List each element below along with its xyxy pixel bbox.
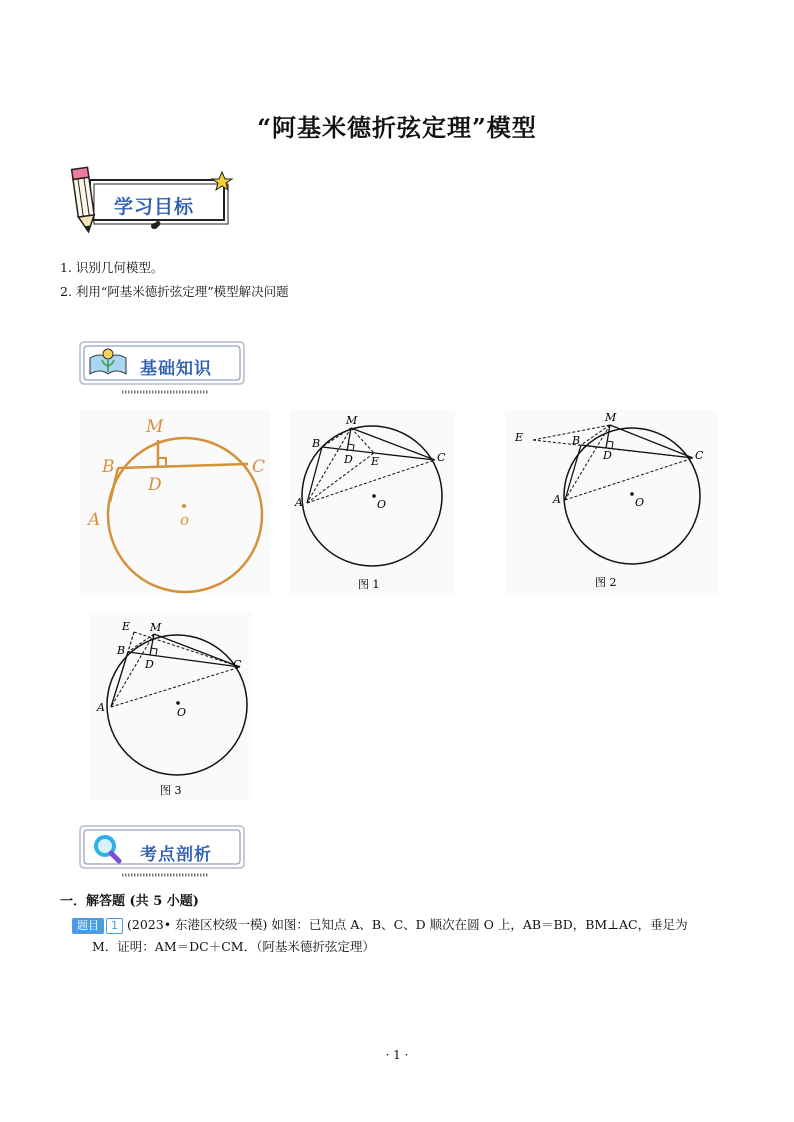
- fig1-label-m: M: [346, 414, 358, 427]
- fig3-label-e: E: [122, 620, 131, 633]
- sketch-label-a: A: [88, 510, 101, 530]
- figure-1: [290, 410, 455, 595]
- fig2-caption: 图 2: [595, 576, 617, 589]
- sketch-label-d: D: [148, 475, 162, 495]
- fig2-label-c: C: [695, 449, 704, 462]
- fig1-label-b: B: [312, 437, 321, 450]
- fig1-label-e: E: [371, 455, 380, 468]
- fig2-label-e: E: [515, 431, 524, 444]
- sketch-label-o: o: [180, 511, 190, 529]
- question-1-line-2: M．证明：AM＝DC＋CM．（阿基米德折弦定理）: [92, 939, 375, 954]
- question-1: [72, 914, 732, 958]
- fig3-label-c: C: [233, 658, 242, 671]
- fig3-label-o: O: [177, 706, 187, 719]
- question-1-line-1: (2023• 东港区校级一模) 如图：已知点 A、B、C、D 顺次在圆 O 上，AB＝BD，BM⊥AC，垂足为: [127, 917, 688, 932]
- fig1-caption: 图 1: [358, 578, 380, 591]
- sketch-label-m: M: [146, 417, 164, 437]
- question-badge: 题目: [72, 918, 104, 934]
- fig3-label-b: B: [117, 644, 126, 657]
- fig2-label-d: D: [603, 449, 612, 462]
- fig3-label-d: D: [145, 658, 154, 671]
- question-number: 1: [106, 918, 123, 934]
- analysis-label: 考点剖析: [140, 845, 212, 865]
- goals-banner: [60, 160, 250, 235]
- basics-banner: [78, 340, 248, 398]
- basics-label: 基础知识: [140, 359, 212, 379]
- fig2-label-o: O: [635, 496, 645, 509]
- questions-heading: 一．解答题 (共 5 小题): [60, 894, 199, 909]
- fig3-label-m: M: [150, 621, 162, 634]
- fig3-caption: 图 3: [160, 784, 182, 797]
- figure-3: [90, 612, 252, 800]
- fig2-label-m: M: [605, 411, 617, 424]
- fig1-label-a: A: [295, 496, 303, 509]
- fig1-label-o: O: [377, 498, 387, 511]
- objectives-list: [60, 256, 289, 304]
- fig3-label-a: A: [97, 701, 105, 714]
- fig2-label-a: A: [553, 493, 561, 506]
- goals-label: 学习目标: [114, 196, 195, 218]
- objective-item: 1. 识别几何模型。: [60, 260, 164, 275]
- objective-item: 2. 利用“阿基米德折弦定理”模型解决问题: [60, 284, 289, 299]
- fig1-label-d: D: [344, 453, 353, 466]
- sketch-figure: [80, 410, 270, 595]
- page-title: “阿基米德折弦定理”模型: [257, 113, 537, 142]
- figure-2: [505, 410, 717, 595]
- analysis-banner: [78, 822, 248, 880]
- fig2-label-b: B: [572, 434, 581, 447]
- page-number: · 1 ·: [385, 1048, 409, 1062]
- sketch-label-b: B: [102, 457, 115, 477]
- sketch-label-c: C: [252, 457, 266, 477]
- fig1-label-c: C: [437, 451, 446, 464]
